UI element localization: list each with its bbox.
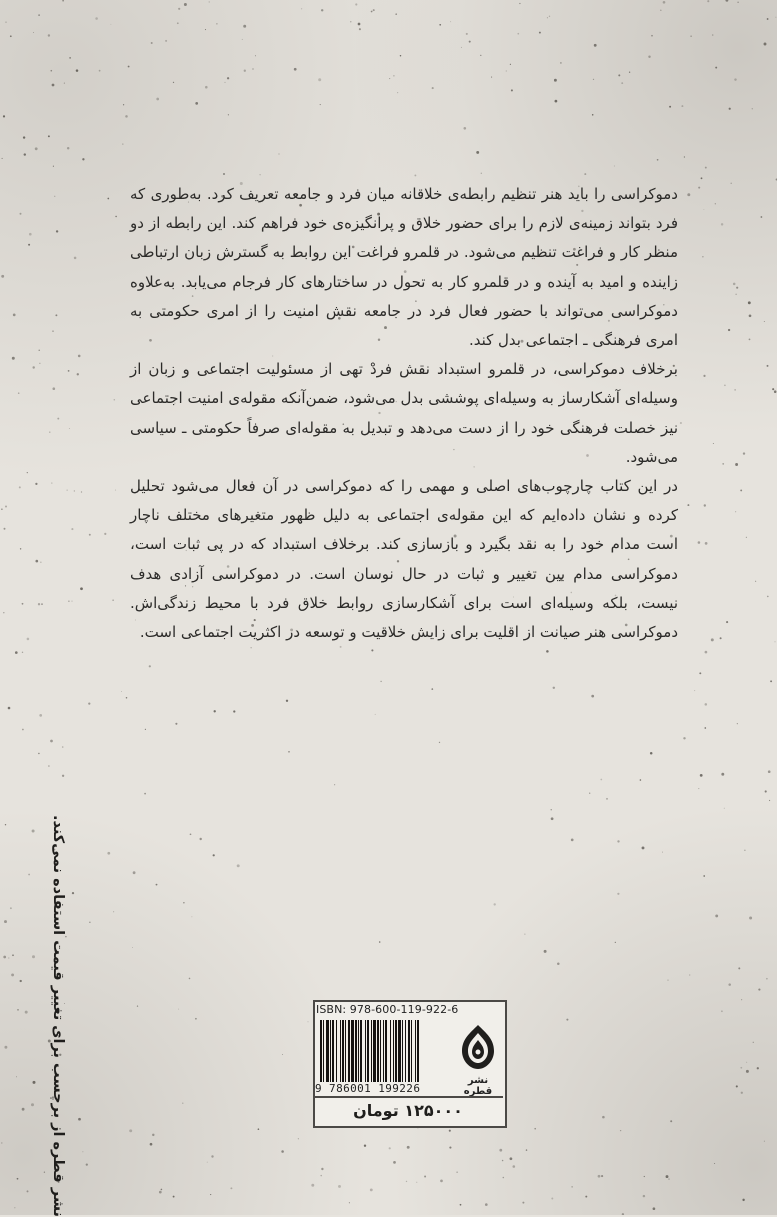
price-sticker-note [46,815,68,1217]
blurb-paragraph-1: دموکراسی را باید هنر تنظیم رابطه‌ی خلاقانه میان فرد و جامعه تعریف کرد. به‌طوری که فرد بتواند زمینه‌ی لازم را برای حضور خلاق و پرانگیزه‌ی خود فراهم کند. این رابطه از دو منظر کار و فراغت تنظیم می‌شود. در قلمرو فراغت این روابط به گسترش زبان ارتباطی زاینده و امید به آینده و در قلمرو کار به تحول در ساختارهای کار فرجام می‌یابد. به‌علاوه دموکراسی می‌تواند با حضور فعال فرد در جامعه نقش امنیت را از امری حکومتی به امری فرهنگی ـ اجتماعی بدل کند. [130,185,678,350]
isbn-label: ISBN: 978-600-119-922-6 [316,1003,459,1016]
blurb-paragraph-2: برخلاف دموکراسی، در قلمرو استبداد نقش فردْ تهی از مسئولیت اجتماعی و زبان از وسیله‌ای آشکارساز به وسیله‌ای پوششی بدل می‌شود، ضمن‌آنکه مقوله‌ی امنیت اجتماعی نیز خصلت فرهنگی خود را از دست می‌دهد و تبدیل به مقوله‌ای صرفاً حکومتی ـ سیاسی می‌شود. [130,360,678,466]
barcode-digits: 9 786001 199226 [315,1082,421,1095]
publisher-logo-label: نشر قطره [463,1075,493,1097]
price-label: ۱۲۵۰۰۰ تومان [313,1096,503,1124]
blurb-paragraph-3: در این کتاب چارچوب‌های اصلی و مهمی را که دموکراسی در آن فعال می‌شود تحلیل کرده و نشان داده‌ایم که این مقوله‌ی اجتماعی به دلیل ظهور متغیرهای مختلف ناچار است مدام خود را به نقد بگیرد و بازسازی کند. برخلاف استبداد که در پی ثبات است، دموکراسی مدام بین تغییر و ثبات در حال نوسان است. در دموکراسی آزادی هدف نیست، بلکه وسیله‌ای است برای آشکارسازی روابط خلاق فرد با محیط زندگی‌اش. دموکراسی هنر صیانت از اقلیت برای زایش خلاقیت و توسعه در اکثریت اجتماعی است. [130,477,678,642]
blurb-text [130,180,678,647]
barcode-bars [320,1020,453,1082]
price-sticker-note-text: نشر قطره از برچسب برای تغییر قیمت استفاده نمی‌کند. [50,815,66,1217]
